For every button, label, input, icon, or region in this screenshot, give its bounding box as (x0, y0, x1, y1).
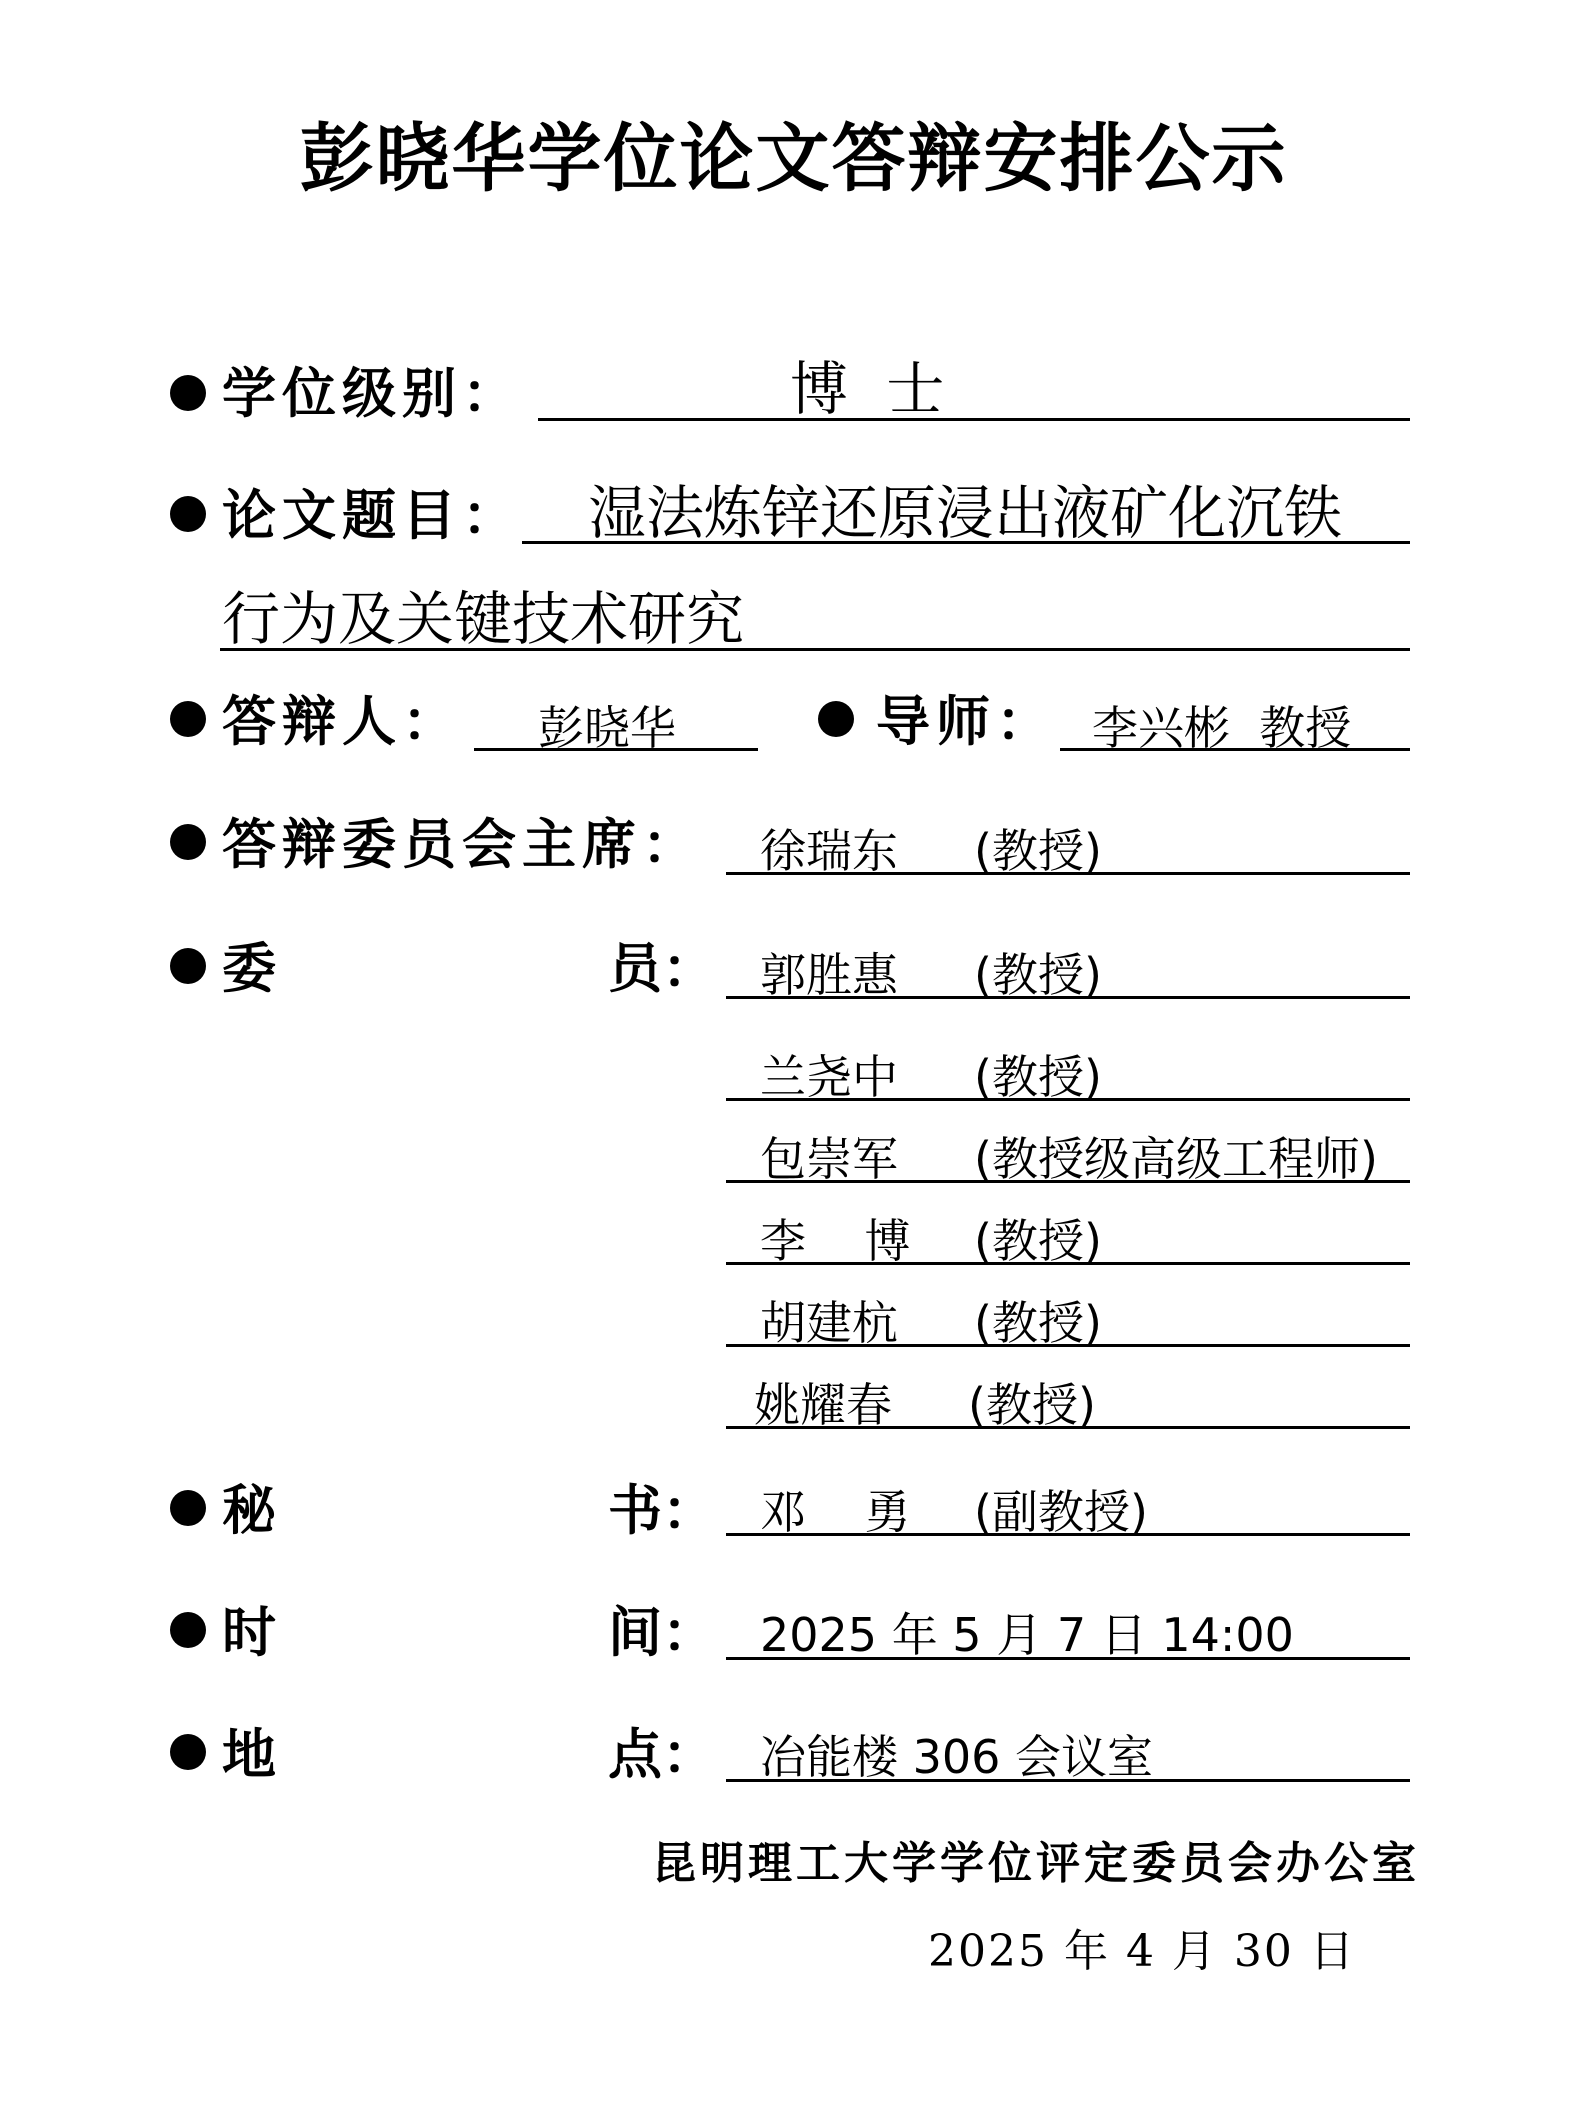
advisor-label: 导师： (876, 689, 1056, 753)
member-title-1: (教授) (974, 948, 1102, 1002)
member-title-5: (教授) (974, 1296, 1102, 1350)
members-label-right: 员： (608, 936, 716, 1000)
bullet-degree (170, 375, 206, 411)
degree-label: 学位级别： (222, 361, 522, 425)
issuing-office: 昆明理工大学学位评定委员会办公室 (652, 1838, 1420, 1889)
bullet-time (170, 1612, 206, 1648)
members-label-left: 委 (222, 936, 282, 1000)
time-label-left: 时 (222, 1600, 282, 1664)
member-name-2: 兰尧中 (760, 1050, 898, 1104)
member-title-4: (教授) (974, 1214, 1102, 1268)
bullet-chair (170, 824, 206, 860)
member-name-3: 包崇军 (760, 1132, 898, 1186)
member-title-6: (教授) (968, 1378, 1096, 1432)
member-title-2: (教授) (974, 1050, 1102, 1104)
member-name-5: 胡建杭 (760, 1296, 898, 1350)
bullet-defender (170, 701, 206, 737)
degree-underline (538, 418, 1410, 421)
thesis-title-line2: 行为及关键技术研究 (222, 585, 745, 653)
time-label-right: 间： (608, 1600, 716, 1664)
place-value: 冶能楼 306 会议室 (760, 1730, 1154, 1784)
member-title-3: (教授级高级工程师) (974, 1132, 1378, 1186)
member-name-4: 李 博 (760, 1214, 911, 1268)
secretary-name: 邓 勇 (760, 1485, 911, 1539)
place-label-left: 地 (222, 1722, 282, 1786)
bullet-secretary (170, 1490, 206, 1526)
place-label-right: 点： (608, 1722, 716, 1786)
defender-value: 彭晓华 (538, 701, 676, 755)
chair-name: 徐瑞东 (760, 824, 898, 878)
chair-label: 答辩委员会主席： (222, 812, 702, 876)
page-title: 彭晓华学位论文答辩安排公示 (299, 116, 1288, 202)
secretary-title: (副教授) (974, 1485, 1148, 1539)
chair-title: (教授) (974, 824, 1102, 878)
secretary-label-left: 秘 (222, 1478, 282, 1542)
bullet-advisor (818, 701, 854, 737)
time-value: 2025 年 5 月 7 日 14:00 (760, 1608, 1294, 1662)
thesis-title-line1: 湿法炼锌还原浸出液矿化沉铁 (588, 479, 1343, 547)
member-name-6: 姚耀春 (754, 1378, 892, 1432)
defender-label: 答辩人： (222, 689, 462, 753)
bullet-place (170, 1734, 206, 1770)
advisor-value: 李兴彬 教授 (1092, 701, 1352, 755)
bullet-thesis (170, 496, 206, 532)
degree-value: 博 士 (790, 355, 955, 423)
secretary-label-right: 书： (608, 1478, 716, 1542)
bullet-members (170, 948, 206, 984)
member-name-1: 郭胜惠 (760, 948, 898, 1002)
thesis-label: 论文题目： (222, 483, 522, 547)
issue-date: 2025 年 4 月 30 日 (928, 1926, 1356, 1977)
